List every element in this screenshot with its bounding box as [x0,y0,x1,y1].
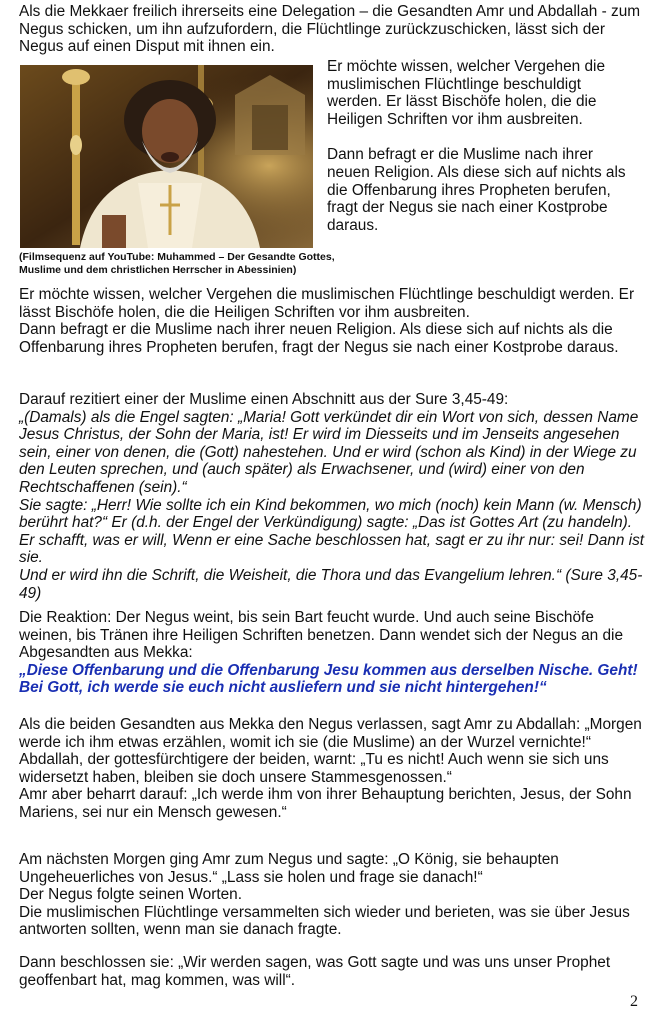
paragraph-line: Der Negus folgte seinen Worten. [19,886,242,904]
paragraph-line: Abdallah, der gottesfürchtigere der beiden, warnt: „Tu es nicht! Auch wenn sie sich uns widersetzt haben, bleiben sie doch unsere Stammesgenossen.“ [19,751,609,786]
side-paragraph-1: Er möchte wissen, welcher Vergehen die muslimischen Flüchtlinge beschuldigt werden. Er lässt Bischöfe holen, die die Heiligen Schriften vor ihm ausbreiten. [327,58,606,128]
side-paragraph-2: Dann befragt er die Muslime nach ihrer neuen Religion. Als diese sich auf nichts als die Offenbarung ihres Propheten berufen, fragt der Negus sie nach einer Kostprobe daraus. [327,146,626,234]
page-number: 2 [630,993,638,1010]
paragraph-next-morning [19,851,651,939]
negus-portrait-illustration [20,65,313,248]
side-text [327,58,627,234]
paragraph-decision: Dann beschlossen sie: „Wir werden sagen, was Gott sagte und was uns unser Prophet geoffenbart hat, mag kommen, was will“. [19,954,611,989]
sura-quote-3: Und er wird ihn die Schrift, die Weisheit, die Thora und das Evangelium lehren.“ (Sure 3,45-49) [19,566,643,602]
sura-quote-1: „(Damals) als die Engel sagten: „Maria! Gott verkündet dir ein Wort von sich, dessen Name Jesus Christus, der Sohn der Maria, ist! Er wird im Diesseits und im Jenseits angesehen sein, einer von denen, die (Gott) nahestehen. Und er wird (schon als Kind) in der Wiege zu den Leuten sprechen, und (auch später) als Erwachsener, und (wird) einer von den Rechtschaffenen (sein).“ [19,408,639,496]
negus-quote: „Diese Offenbarung und die Offenbarung Jesu kommen aus derselben Nische. Geht! Bei Gott, ich werde sie euch nicht ausliefern und sie nicht hintergehen!“ [19,661,638,697]
paragraph-line: Die muslimischen Flüchtlinge versammelten sich wieder und berieten, was sie über Jesus antworten sollten, wenn man sie danach fragte. [19,903,630,939]
intro-paragraph: Als die Mekkaer freilich ihrerseits eine Delegation – die Gesandten Amr und Abdallah - zum Negus schicken, um ihn aufzufordern, die Flüchtlinge zurückzuschicken, lässt sich der Negus auf einen Disput mit ihnen ein. [19,3,641,56]
paragraph-line: Dann befragt er die Muslime nach ihrer neuen Religion. Als diese sich auf nichts als die Offenbarung ihres Propheten berufen, fragt der Negus sie nach einer Kostprobe daraus. [19,321,619,356]
paragraph-questions [19,286,651,356]
paragraph-reaction [19,609,651,697]
sura-intro: Darauf rezitiert einer der Muslime einen Abschnitt aus der Sure 3,45-49: [19,391,509,408]
paragraph-line: Am nächsten Morgen ging Amr zum Negus und sagte: „O König, sie behaupten Ungeheuerliches von Jesus.“ „Lass sie holen und frage sie danach!“ [19,851,559,886]
paragraph-line: Er möchte wissen, welcher Vergehen die muslimischen Flüchtlinge beschuldigt werden. Er lässt Bischöfe holen, die die Heiligen Schriften vor ihm ausbreiten. [19,286,635,321]
paragraph-envoys [19,716,651,822]
paragraph-sura-recitation [19,391,651,602]
image-caption: (Filmsequenz auf YouTube: Muhammed – Der Gesandte Gottes, Muslime und dem christlichen Herrscher in Abessinien) [19,251,335,276]
sura-quote-2: Sie sagte: „Herr! Wie sollte ich ein Kind bekommen, wo mich (noch) kein Mann (w. Mensch) berührt hat?“ Er (d.h. der Engel der Verkündigung) sagte: „Das ist Gottes Art (zu handeln). Er schafft, was er will, Wenn er eine Sache beschlossen hat, sagt er zu ihr nur: sei! Dann ist sie. [19,496,645,567]
reaction-text: Die Reaktion: Der Negus weint, bis sein Bart feucht wurde. Und auch seine Bischöfe weinen, bis Tränen ihre Heiligen Schriften benetzen. Dann wendet sich der Negus an die Abgesandten aus Mekka: [19,609,624,662]
paragraph-line: Als die beiden Gesandten aus Mekka den Negus verlassen, sagt Amr zu Abdallah: „Morgen werde ich ihm etwas erzählen, womit ich sie (die Muslime) an der Wurzel vernichte!“ [19,716,642,751]
paragraph-line: Amr aber beharrt darauf: „Ich werde ihm von ihrer Behauptung berichten, Jesus, der Sohn Mariens, sei nur ein Mensch gewesen.“ [19,786,632,821]
film-still-image [20,65,313,248]
